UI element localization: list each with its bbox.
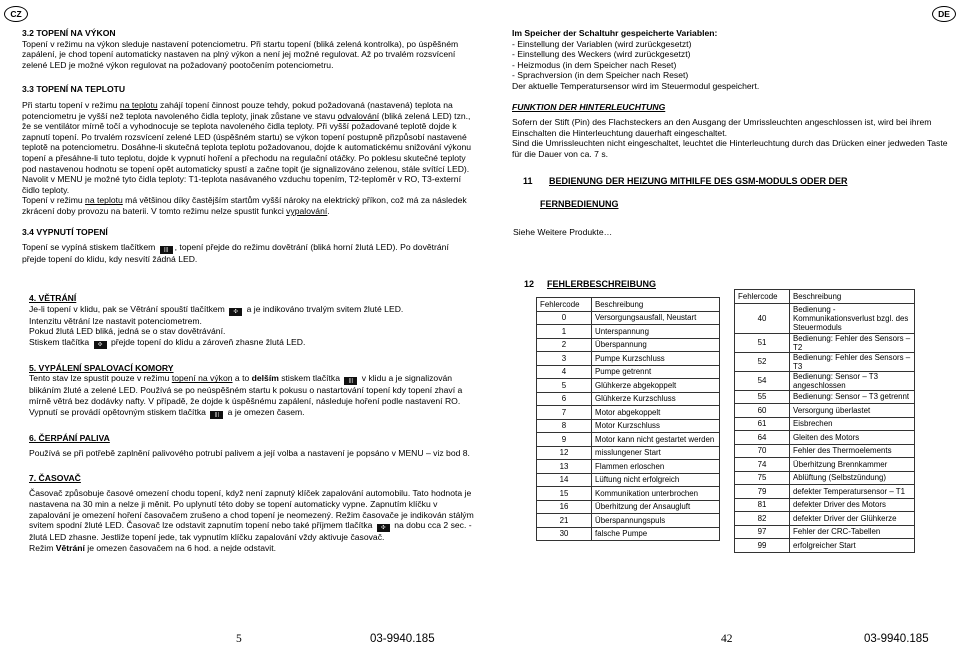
table-cell: 12 — [537, 446, 592, 460]
table-row — [735, 498, 915, 512]
table-row — [735, 333, 915, 352]
paragraph: Topení v režimu na výkon sleduje nastavení potenciometru. Při startu topení (bliká zelená kontrolka), po úspěšném zapálení, je chod topení automaticky nastaven na plný výkon a není jej možné regulovat. Až po trvalém rozsvícení zelené LED je možné výkon regulovat na požadovaný pootočením potenciometru. — [22, 38, 459, 70]
paragraph: Časovač způsobuje časové omezení chodu topení, když není zapnutý klíček zapalování automobilu. Tato hodnota je nastavena na 30 min a nelze ji měnit. Po uplynutí této doby se topení automaticky vypne. Zapnutím klíčku v zapalování je omezení hoření časovačem zrušeno a chod topení je neomezený. Režim časovače je indikován stálým svitem spodní žluté LED. Časovač lze odstavit zapnutím topení nebo také příjmem tlačítka ✣ na dobu cca 2 sec. - žlutá LED zhasne. Jestliže topení jede, tak vypnutím klíčku zapalování vždy aktivuje časovač. — [29, 488, 474, 543]
table-row — [537, 514, 720, 528]
table-header-row — [537, 298, 720, 312]
fan-button-icon: ✣ — [94, 341, 107, 349]
table-cell: Bedienung: Fehler des Sensors – T3 — [790, 352, 915, 371]
page-number: 5 — [236, 633, 242, 645]
table-cell: Glühkerze Kurzschluss — [592, 392, 720, 406]
table-cell: Gleiten des Motors — [790, 431, 915, 445]
table-row — [735, 485, 915, 499]
table-cell: 60 — [735, 404, 790, 418]
table-cell: Ablüftung (Selbstzündung) — [790, 471, 915, 485]
table-cell: 40 — [735, 303, 790, 333]
left-column-bottom — [29, 293, 475, 553]
table-cell: 8 — [537, 419, 592, 433]
table-header-row — [735, 290, 915, 304]
table-row — [537, 433, 720, 447]
table-cell: 7 — [537, 406, 592, 420]
table-cell: 2 — [537, 338, 592, 352]
table-cell: Kommunikation unterbrochen — [592, 487, 720, 501]
table-cell: erfolgreicher Start — [790, 539, 915, 553]
table-cell: Fehler der CRC-Tabellen — [790, 525, 915, 539]
table-row — [735, 417, 915, 431]
section-title: FEHLERBESCHREIBUNG — [547, 279, 657, 289]
table-cell: Motor abgekoppelt — [592, 406, 720, 420]
section-title: 4. VĚTRÁNÍ — [29, 293, 77, 303]
language-badge-cz: CZ — [4, 6, 28, 22]
table-cell: Glühkerze abgekoppelt — [592, 379, 720, 393]
section-title: 6. ČERPÁNÍ PALIVA — [29, 432, 110, 443]
table-row — [735, 539, 915, 553]
table-row — [537, 500, 720, 514]
table-cell: Versorgung überlastet — [790, 404, 915, 418]
table-row — [537, 392, 720, 406]
paragraph: Při startu topení v režimu na teplotu zahájí topení činnost pouze tehdy, pokud požadovaná (nastavená) teplota na potenciometru je vyšší než teplota navoleného čidla teploty, jinak zůstane ve stavu odvalování (bliká zelená LED) tzn., že se ventilátor mírně točí a vyhodnocuje se teplota navoleného čidla teploty. Při vyšší požadované teplotě dojde k zapnutí topení. Po trvalém rozsvícení zelené LED (úspěšném startu) se výkon topení postupně přizpůsobí nastavené teplotě na potenciometru. Dosáhne-li skutečná teplota teplotu požadovanou, dojde k automatickému snižování výkonu topení a přesáhne-li tuto teplotu, dojde k vypnutí hoření a přechodu na regulační otáčky. Po poklesu skutečné teploty pod nastavenou hodnotu se topení opět automaticky spustí a začne topit (je signalizováno zelenou, stále svítící LED). Navolit v MENU je možné tyto čidla teploty: T1-teplota nasávaného vzduchu topením, T2-teploměr v RO, T3-externí čidlo teploty. — [22, 99, 472, 195]
section-title: 3.4 VYPNUTÍ TOPENÍ — [22, 226, 108, 237]
section-number: 11 — [523, 176, 533, 186]
table-cell: Fehlercode — [537, 298, 592, 312]
table-row — [537, 338, 720, 352]
paragraph: Tento stav lze spustit pouze v režimu topení na výkon a to delším stiskem tlačítka ||| v klidu a je signalizován blikáním žluté a zelené LED. Používá se po neúspěšném startu k pokusu o nastartování topení kdy topení zhaví a mírně větrá bez dodávky nafty. V případě, že dojde k úspěšnému zapálení, následuje hoření podle nastavení RO. Vypnutí se provádí opětovným stiskem tlačítka ||| a je omezen časem. — [29, 373, 463, 418]
page-number: 42 — [721, 633, 733, 645]
section-title: Im Speicher der Schaltuhr gespeicherte Variablen: — [512, 28, 718, 38]
table-cell: Überspannungspuls — [592, 514, 720, 528]
section-title: 3.2 TOPENÍ NA VÝKON — [22, 28, 116, 38]
table-row — [735, 431, 915, 445]
table-cell: 0 — [537, 311, 592, 325]
section-title: 7. ČASOVAČ — [29, 472, 81, 483]
table-row — [735, 512, 915, 526]
table-cell: Pumpe getrennt — [592, 365, 720, 379]
table-row — [735, 444, 915, 458]
table-cell: Motor kann nicht gestartet werden — [592, 433, 720, 447]
table-cell: 99 — [735, 539, 790, 553]
table-cell: 3 — [537, 352, 592, 366]
table-cell: Unterspannung — [592, 325, 720, 339]
table-cell: 16 — [537, 500, 592, 514]
table-cell: Bedienung: Sensor – T3 getrennt — [790, 390, 915, 404]
table-cell: Flammen erloschen — [592, 460, 720, 474]
list-item: - Einstellung der Variablen (wird zurückgesetzt) — [512, 38, 692, 49]
table-cell: 14 — [537, 473, 592, 487]
table-cell: 4 — [537, 365, 592, 379]
list-item: - Sprachversion (in dem Speicher nach Reset) — [512, 70, 689, 81]
table-row — [735, 371, 915, 390]
paragraph: Topení v režimu na teplotu má většinou díky častějším startům vyšší nároky na elektrický příkon, což má za následek zkrácení doby provozu na baterii. V tomto režimu nelze spustit funkci vypalování. — [22, 195, 467, 216]
table-row — [537, 325, 720, 339]
table-row — [537, 419, 720, 433]
paragraph: Topení se vypíná stiskem tlačítkem ||| , topení přejde do režimu dovětrání (bliká horní žlutá LED). Po dovětrání přejde topení do klidu, kdy nesvítí žádná LED. — [22, 242, 449, 265]
table-cell: 81 — [735, 498, 790, 512]
table-row — [735, 390, 915, 404]
list-item: - Heizmodus (in dem Speicher nach Reset) — [512, 59, 677, 70]
left-column-top — [22, 28, 474, 265]
table-row — [537, 379, 720, 393]
paragraph: Sind die Umrissleuchten nicht eingeschaltet, leuchtet die Hinterleuchtung durch das Drücken einer jedweden Taste für die Dauer von ca. 7 s. — [512, 138, 948, 159]
table-cell: 82 — [735, 512, 790, 526]
paragraph: Der aktuelle Temperatursensor wird im Steuermodul gespeichert. — [512, 80, 760, 91]
table-cell: 21 — [537, 514, 592, 528]
table-row — [537, 460, 720, 474]
paragraph: Režim Větrání je omezen časovačem na 6 hod. a nejde odstavit. — [29, 542, 276, 553]
paragraph: Siehe Weitere Produkte… — [513, 227, 613, 237]
section-title-cont: FERNBEDIENUNG — [540, 199, 619, 209]
table-cell: 15 — [537, 487, 592, 501]
table-cell: Bedienung: Sensor – T3 angeschlossen — [790, 371, 915, 390]
section-title: BEDIENUNG DER HEIZUNG MITHILFE DES GSM-MODULS ODER DER — [549, 176, 848, 186]
table-cell: 30 — [537, 527, 592, 541]
table-cell: defekter Driver des Motors — [790, 498, 915, 512]
paragraph: Sofern der Stift (Pin) des Flachsteckers an den Ausgang der Umrissleuchten angeschlossen ist, wird bei ihrem Einschalten die Hinterleuchtung dauerhaft eingeschaltet. — [512, 117, 932, 138]
power-button-icon: ||| — [344, 377, 357, 385]
table-cell: Motor Kurzschluss — [592, 419, 720, 433]
table-cell: Beschreibung — [592, 298, 720, 312]
table-cell: 70 — [735, 444, 790, 458]
table-cell: 54 — [735, 371, 790, 390]
table-row — [537, 446, 720, 460]
table-cell: Versorgungsausfall, Neustart — [592, 311, 720, 325]
table-cell: 75 — [735, 471, 790, 485]
table-cell: Lüftung nicht erfolgreich — [592, 473, 720, 487]
table-cell: 74 — [735, 458, 790, 472]
table-cell: 13 — [537, 460, 592, 474]
list-item: - Einstellung des Weckers (wird zurückgesetzt) — [512, 49, 691, 60]
table-row — [735, 404, 915, 418]
table-row — [735, 525, 915, 539]
paragraph: Používá se při potřebě zaplnění palivového potrubí palivem a její volba a nastavení je popsáno v MENU – viz bod 8. — [29, 448, 470, 459]
table-cell: Beschreibung — [790, 290, 915, 304]
table-row — [537, 365, 720, 379]
power-button-icon: ||| — [210, 411, 223, 419]
table-cell: defekter Temperatursensor – T1 — [790, 485, 915, 499]
document-code: 03-9940.185 — [370, 633, 435, 645]
error-table-1 — [536, 297, 720, 541]
table-cell: Pumpe Kurzschluss — [592, 352, 720, 366]
table-cell: Fehler des Thermoelements — [790, 444, 915, 458]
fan-button-icon: ✣ — [229, 308, 242, 316]
table-cell: 52 — [735, 352, 790, 371]
table-cell: 64 — [735, 431, 790, 445]
paragraph: Intenzitu větrání lze nastavit potenciometrem. — [29, 315, 202, 326]
table-cell: Überhitzung Brennkammer — [790, 458, 915, 472]
section-title: 3.3 TOPENÍ NA TEPLOTU — [22, 84, 126, 95]
table-row — [537, 487, 720, 501]
section-title: FUNKTION DER HINTERLEUCHTUNG — [512, 101, 666, 112]
table-cell: Überhitzung der Ansaugluft — [592, 500, 720, 514]
table-cell: misslungener Start — [592, 446, 720, 460]
table-cell: 61 — [735, 417, 790, 431]
table-cell: 97 — [735, 525, 790, 539]
table-row — [537, 352, 720, 366]
table-cell: 1 — [537, 325, 592, 339]
table-row — [735, 303, 915, 333]
right-column-top — [512, 28, 952, 160]
section-title: 5. VYPÁLENÍ SPALOVACÍ KOMORY — [29, 362, 174, 373]
table-cell: 6 — [537, 392, 592, 406]
table-cell: Fehlercode — [735, 290, 790, 304]
table-row — [537, 527, 720, 541]
paragraph: Pokud žlutá LED bliká, jedná se o stav dovětrávání. — [29, 326, 226, 337]
table-cell: Bedienung: Fehler des Sensors – T2 — [790, 333, 915, 352]
paragraph: Je-li topení v klidu, pak se Větrání spouští tlačítkem ✣ a je indikováno trvalým svitem žluté LED. — [29, 303, 404, 315]
paragraph: Stiskem tlačítka ✣ přejde topení do klidu a zároveň zhasne žlutá LED. — [29, 336, 306, 348]
document-code: 03-9940.185 — [864, 633, 929, 645]
section-number: 12 — [524, 279, 535, 289]
table-cell: 79 — [735, 485, 790, 499]
table-cell: Bedienung - Kommunikationsverlust bzgl. des Steuermoduls — [790, 303, 915, 333]
table-cell: Eisbrechen — [790, 417, 915, 431]
language-badge-de: DE — [932, 6, 956, 22]
table-row — [537, 473, 720, 487]
table-row — [735, 471, 915, 485]
table-cell: falsche Pumpe — [592, 527, 720, 541]
table-row — [735, 458, 915, 472]
table-cell: defekter Driver der Glühkerze — [790, 512, 915, 526]
table-cell: 55 — [735, 390, 790, 404]
table-row — [537, 311, 720, 325]
table-row — [537, 406, 720, 420]
fan-button-icon: ✣ — [377, 524, 390, 532]
table-cell: Überspannung — [592, 338, 720, 352]
error-table-2 — [734, 289, 915, 553]
table-cell: 9 — [537, 433, 592, 447]
table-row — [735, 352, 915, 371]
table-cell: 51 — [735, 333, 790, 352]
table-cell: 5 — [537, 379, 592, 393]
power-button-icon: ||| — [160, 246, 173, 254]
